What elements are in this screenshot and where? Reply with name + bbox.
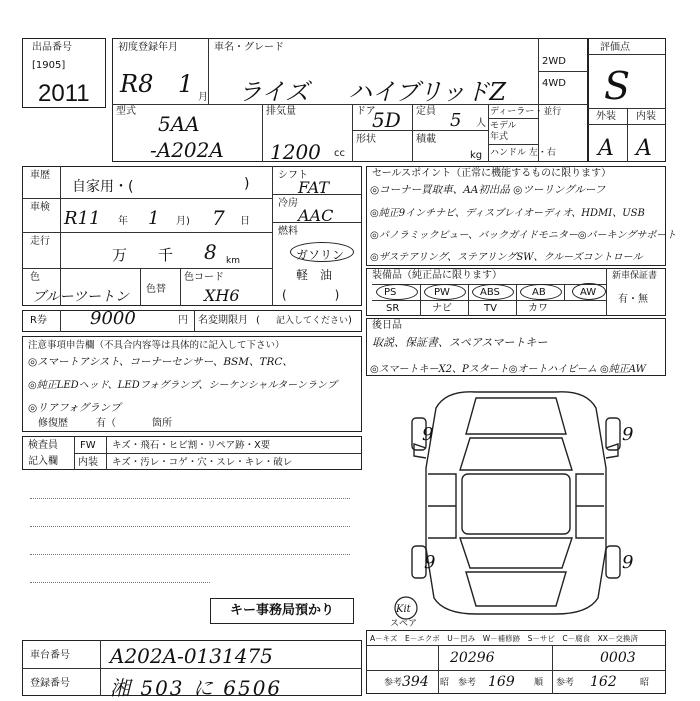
color-label: 色 (30, 272, 40, 283)
aircon-label: 冷房 (278, 198, 298, 209)
fuel-circle (290, 242, 354, 262)
misc-l1: 参考 (384, 678, 403, 688)
misc-l2: 参考 (458, 678, 477, 688)
color-value: ブルーツートン (32, 289, 129, 305)
notes-line3: ◎リアフォグランプ (28, 402, 121, 414)
aircon-value: AAC (298, 206, 334, 225)
sales-line4: ◎ザステアリング、ステアリングSW、クルーズコントロール (370, 252, 643, 263)
after-line2: ◎スマートキーX2、Pスタート◎オートハイビーム ◎純正AW (370, 364, 646, 375)
shape-label: 形状 (356, 134, 376, 145)
inspect-month: 1 (148, 208, 160, 229)
type-value2: -A202A (150, 138, 224, 162)
new-warranty-value: 有・無 (618, 294, 648, 305)
cap-value: 5 (450, 110, 462, 131)
reg-era: R8 (120, 70, 154, 98)
recycle-value: 9000 (90, 308, 136, 329)
fuel-light: 軽 油 (296, 268, 333, 282)
recycle-unit: 円 (178, 315, 188, 326)
car-hood (466, 398, 566, 434)
car-trunk (466, 572, 566, 606)
sales-line2: ◎純正9インチナビ、ディスプレイオーディオ、HDMI、USB (370, 208, 645, 219)
spare-label: スペア (390, 619, 418, 628)
score-label: 評価点 (600, 42, 630, 53)
type-label: 型式 (116, 106, 136, 117)
tire-fr: 9 (622, 424, 634, 445)
tax-paren-close: ) (348, 315, 352, 326)
notes-line2: ◎純正LEDヘッド、LEDフォグランプ、シーケンシャルターンランプ (28, 380, 337, 391)
checker-label2: 記入欄 (28, 456, 58, 467)
notes-label: 注意事項申告欄（不具合内容等は具体的に記入して下さい） (28, 340, 285, 351)
sales-line1: ◎コーナー買取車、AA初出品 ◎ツーリングルーフ (370, 184, 606, 196)
inspect-month-unit: 月) (176, 216, 190, 227)
tire-fl: 9 (422, 424, 434, 445)
checker-in-text: キズ・汚レ・コゲ・穴・スレ・キレ・破レ (112, 457, 293, 468)
sales-label: セールスポイント（正常に機能するものに限ります） (372, 168, 612, 179)
notes-line1: ◎スマートアシスト、コーナーセンサー、BSM、TRC、 (28, 356, 293, 368)
equip-pw-circle (424, 284, 466, 300)
plate-label: 登録番号 (30, 678, 70, 689)
handle-label: ハンドル 左・右 (490, 148, 556, 158)
inspect-year-unit: 年 (118, 216, 128, 227)
fuel-label: 燃料 (278, 226, 298, 237)
mileage-man: 万 (112, 246, 128, 264)
misc-l3: 参考 (556, 678, 575, 688)
car-roof (462, 474, 570, 534)
mileage-value: 8 (204, 240, 217, 264)
tire-rr: 9 (622, 552, 634, 573)
checker-in: 内装 (78, 457, 98, 468)
shift-value: FAT (298, 178, 330, 197)
int-label: 内装 (636, 111, 656, 122)
inspect-day: 7 (212, 206, 225, 230)
recycle-label: R券 (30, 315, 47, 326)
inspect-label: 車検 (30, 202, 50, 213)
mirror-right (606, 444, 618, 458)
lot-sub: [1905] (32, 60, 66, 71)
cap-label: 定員 (416, 106, 436, 117)
lot-label: 出品番号 (32, 42, 72, 53)
repair-value: 有（ (96, 418, 116, 429)
color-orig-label: 色替 (146, 284, 166, 295)
chassis-value: A202A-0131475 (110, 644, 273, 668)
equip-ab-circle (520, 284, 562, 300)
fuel-paren: ( ) (282, 288, 340, 302)
misc-p2: 順 (534, 678, 544, 688)
checker-fw: FW (80, 440, 96, 451)
equip-aw: AW (580, 287, 597, 298)
car-diagram (366, 378, 666, 628)
spare-kit: Kit (396, 604, 411, 615)
int-score: A (636, 136, 652, 161)
equip-sr: SR (386, 303, 400, 314)
misc-zaiko: 20296 (450, 650, 495, 666)
door-value: 5D (372, 108, 401, 132)
repair-label: 修復歴 (38, 418, 68, 429)
misc-p1: 昭 (440, 678, 450, 688)
checker-fw-text: キズ・飛石・ヒビ割・リペア跡・X要 (112, 440, 271, 451)
tax-note: 記入してください (276, 316, 349, 326)
fuel-gas: ガソリン (296, 248, 345, 262)
score-overall: S (604, 64, 631, 108)
reg-label: 初度登録年月 (118, 42, 178, 53)
car-name: ライズ (238, 78, 310, 106)
cap-unit: 人 (476, 118, 486, 129)
door-label: ドア (356, 106, 376, 117)
car-rear-window (460, 538, 572, 568)
reg-month-unit: 月 (198, 92, 208, 103)
lot-number: 2011 (38, 80, 90, 107)
disp-value: 1200 (270, 140, 321, 164)
shift-label: シフト (278, 170, 308, 181)
disp-label: 排気量 (266, 106, 296, 117)
history-close: ) (244, 176, 250, 192)
equip-label: 装備品（純正品に限ります） (372, 270, 502, 281)
car-windshield (460, 438, 572, 470)
sales-line3: ◎パノラミックビュー、バックガイドモニター◎パーキングサポート (370, 230, 677, 241)
key-stamp: キー事務局預かり (210, 598, 354, 624)
drive-4wd: 4WD (542, 78, 566, 89)
equip-navi: ナビ (432, 303, 452, 314)
load-label: 積載 (416, 134, 436, 145)
equip-aw-circle (572, 283, 606, 300)
after-label: 後日品 (372, 320, 402, 331)
misc-c: 162 (590, 674, 617, 690)
disp-unit: cc (334, 148, 345, 159)
history-label: 車歴 (30, 170, 50, 181)
tire-rl: 9 (424, 552, 436, 573)
tax-label: 名変期限月 (198, 315, 248, 326)
car-label: 車名・グレード (214, 42, 284, 53)
model-year-label: モデル 年式 (490, 121, 517, 142)
equip-abs-circle (472, 284, 514, 300)
legend-text: A－キズ E－エクボ U－凹み W－補修跡 S－サビ C－腐食 XX－交換済 (370, 634, 638, 643)
plate-value: 湘 503 に 6506 (110, 676, 283, 700)
after-value: 取説、保証書、スペアスマートキー (372, 336, 548, 349)
drive-2wd: 2WD (542, 56, 566, 67)
mileage-label: 走行 (30, 236, 50, 247)
equip-ab: AB (532, 287, 546, 298)
dealer-label: ディーラー・並行 (490, 107, 562, 117)
reg-month: 1 (178, 70, 194, 98)
equip-ps: PS (384, 287, 397, 298)
equip-kawa: カワ (528, 303, 548, 314)
misc-p3: 昭 (640, 678, 650, 688)
type-value: 5AA (158, 112, 200, 136)
repair-end: 箇所 (152, 418, 172, 429)
misc-ref: 0003 (600, 650, 636, 666)
wheel-rr (606, 546, 620, 578)
color-code-label: 色コード (184, 272, 224, 283)
inspect-era: R11 (64, 208, 101, 229)
history-value: 自家用・( (72, 179, 134, 195)
checker-label1: 検査員 (28, 440, 58, 451)
equip-tv: TV (484, 303, 497, 314)
car-grade: ハイブリッドZ (348, 78, 507, 106)
equip-pw: PW (434, 287, 450, 298)
mirror-left (414, 444, 426, 458)
load-unit: kg (470, 150, 483, 161)
tax-paren-open: ( (256, 315, 260, 326)
inspect-day-unit: 日 (240, 216, 250, 227)
chassis-label: 車台番号 (30, 650, 70, 661)
mileage-sen: 千 (158, 246, 174, 264)
equip-ps-circle (376, 284, 418, 300)
car-body-outline (426, 392, 606, 614)
mileage-unit: km (226, 256, 240, 266)
new-warranty-label: 新車保証書 (612, 271, 658, 281)
color-code: XH6 (204, 286, 240, 305)
ext-label: 外装 (596, 111, 616, 122)
equip-abs: ABS (480, 287, 500, 298)
misc-a: 394 (402, 674, 429, 690)
ext-score: A (598, 136, 614, 161)
misc-b: 169 (488, 674, 515, 690)
